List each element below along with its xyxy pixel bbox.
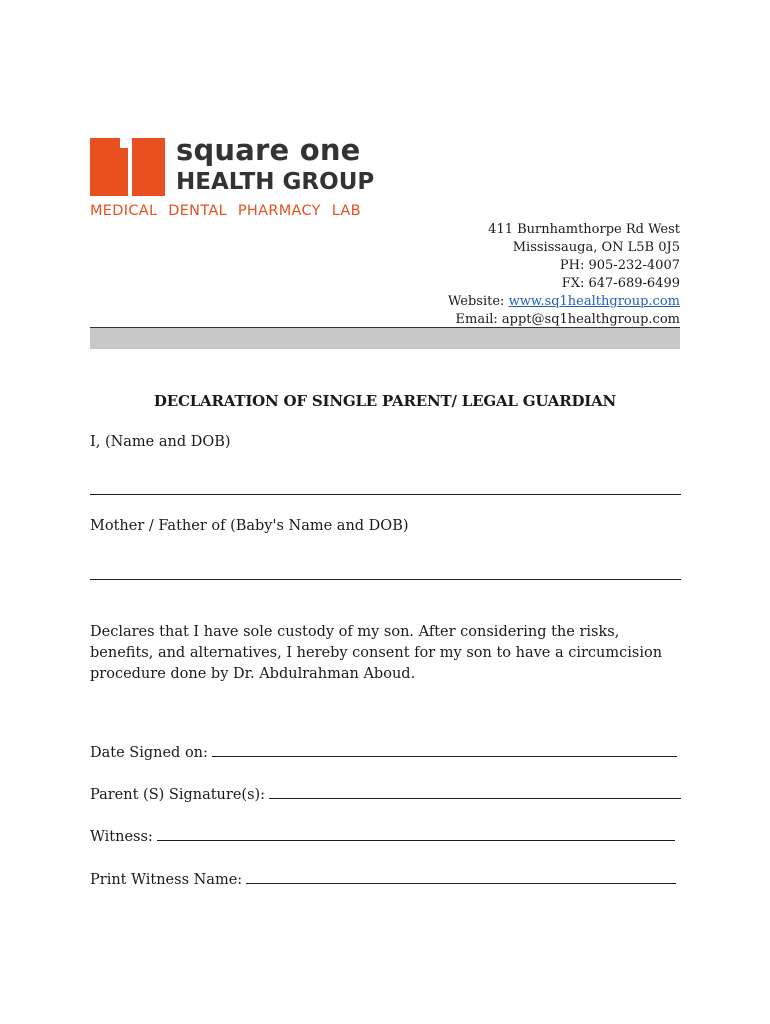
address-fax: FX: 647-689-6499 [561,276,680,291]
website-link[interactable]: www.sq1healthgroup.com [508,294,680,309]
date-signed-field [90,745,677,761]
print-witness-line[interactable] [246,882,676,884]
signature-field [90,787,681,803]
logo-numeral-notch [120,138,132,148]
date-signed-label: Date Signed on: [90,745,208,761]
address-email: Email: appt@sq1healthgroup.com [455,312,680,327]
date-signed-line[interactable] [212,755,677,757]
address-website-row [448,293,680,311]
company-logo [90,135,380,225]
witness-field [90,829,675,845]
address-block [448,221,680,329]
print-witness-label: Print Witness Name: [90,872,243,888]
form-title: DECLARATION OF SINGLE PARENT/ LEGAL GUARDIAN [153,392,617,410]
witness-label: Witness: [90,829,153,845]
witness-line[interactable] [157,839,675,841]
address-phone: PH: 905-232-4007 [559,258,680,273]
logo-group: HEALTH GROUP [176,169,375,195]
baby-name-dob-line[interactable] [90,579,681,580]
signature-line[interactable] [269,797,681,799]
address-street: 411 Burnhamthorpe Rd West [488,222,680,237]
header-band [90,328,680,349]
logo-name: square one [176,133,361,167]
name-dob-line[interactable] [90,494,681,495]
address-city: Mississauga, ON L5B 0J5 [512,240,680,255]
parent-of-label: Mother / Father of (Baby's Name and DOB) [90,518,409,534]
logo-tagline: MEDICAL DENTAL PHARMACY LAB [90,203,361,219]
signature-label: Parent (S) Signature(s): [90,787,266,803]
declaration-text: Declares that I have sole custody of my son. After considering the risks, benefits, and alternatives, I hereby consent for my son to have a circumcision procedure done by Dr. Abdulrahman Aboud. [90,624,663,682]
website-label: Website: [447,294,509,309]
name-dob-label: I, (Name and DOB) [90,434,231,450]
print-witness-field [90,872,676,888]
